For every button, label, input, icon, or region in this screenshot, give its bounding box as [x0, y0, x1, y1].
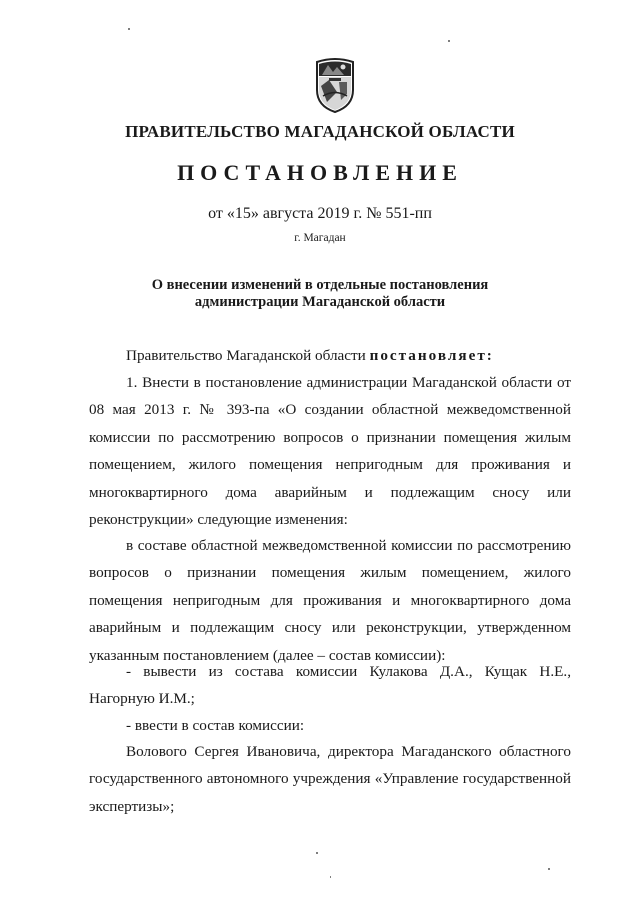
document-date-number: от «15» августа 2019 г. № 551-пп: [208, 205, 432, 222]
magadan-coat-of-arms-icon: [313, 56, 357, 114]
government-name: ПРАВИТЕЛЬСТВО МАГАДАНСКОЙ ОБЛАСТИ: [125, 122, 515, 141]
document-type: ПОСТАНОВЛЕНИЕ: [177, 160, 463, 185]
document-subject: [0, 277, 640, 311]
preamble-text: Правительство Магаданской области: [126, 347, 366, 364]
paragraph-1: 1. Внести в постановление администрации Магаданской области от 08 мая 2013 г. № 393-па «О создании областной межведомственной комиссии по рассмотрению вопросов о признании помещения жилым помещением, жилого помещения непригодным для проживания и многоквартирного дома аварийным и подлежащим сносу или реконструкции» следующие изменения:: [89, 374, 571, 529]
scan-speck: [448, 40, 450, 42]
document-place: г. Магадан: [294, 232, 346, 244]
paragraph-3: - вывести из состава комиссии Кулакова Д.А., Кущак Н.Е., Нагорную И.М.;: [89, 663, 571, 708]
paragraph-2: в составе областной межведомственной комиссии по рассмотрению вопросов о признании помещения жилым помещением, жилого помещения непригодным для проживания и многоквартирного дома аварийным и подлежащим сносу или реконструкции, утвержденном указанным постановлением (далее – состав комиссии):: [89, 537, 571, 664]
decree-word: постановляет:: [369, 347, 494, 364]
scan-speck: [548, 868, 550, 870]
paragraph-5: Волового Сергея Ивановича, директора Магаданского областного государственного автономного учреждения «Управление государственной экспертизы»;: [89, 743, 571, 815]
scan-speck: [330, 876, 331, 878]
scan-speck: [316, 852, 318, 854]
subject-line-2: администрации Магаданской области: [194, 294, 446, 310]
subject-line-1: О внесении изменений в отдельные постановления: [151, 277, 489, 293]
scan-speck: [128, 28, 130, 30]
preamble-paragraph: [89, 342, 571, 369]
paragraph-4: - ввести в состав комиссии:: [126, 717, 305, 734]
